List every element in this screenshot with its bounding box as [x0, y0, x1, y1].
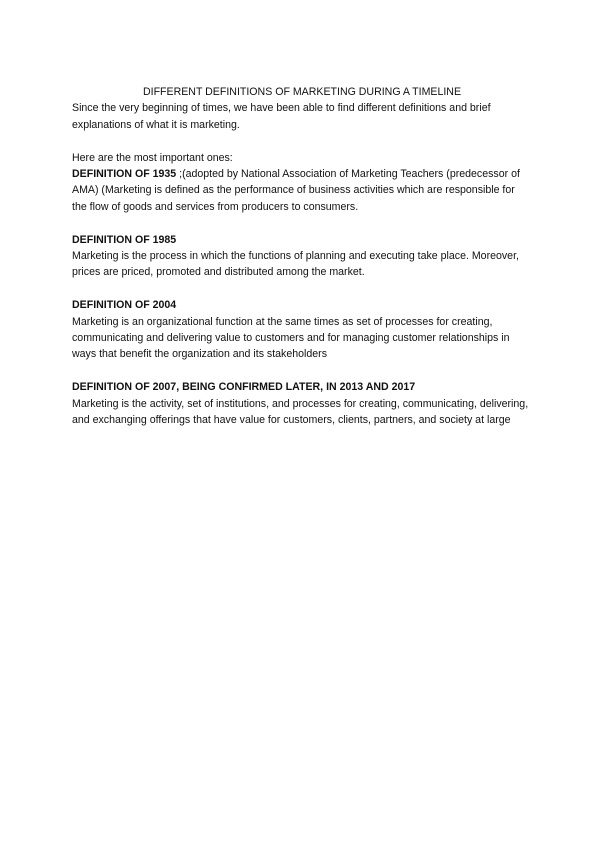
- definition-heading: DEFINITION OF 2004: [72, 299, 177, 312]
- definition-text: Marketing is the process in which the functions of planning and executing take place. Moreover, prices are priced, promoted and distributed among the market.: [72, 250, 519, 279]
- definition-heading: DEFINITION OF 1985: [72, 233, 177, 246]
- definition-heading: DEFINITION OF 2007, BEING CONFIRMED LATER, IN 2013 AND 2017: [72, 381, 416, 394]
- spacer: [72, 215, 532, 231]
- document-title: DIFFERENT DEFINITIONS OF MARKETING DURING A TIMELINE: [142, 86, 462, 98]
- document-body: [72, 84, 532, 428]
- definition-heading: DEFINITION OF 1935: [72, 168, 177, 181]
- definition-text: Marketing is the activity, set of institutions, and processes for creating, communicating, delivering, and exchanging offerings that have value for customers, clients, partners, and society at large: [72, 397, 529, 427]
- definition-text: Marketing is an organizational function at the same times as set of processes for creating, communicating and delivering value to customers and for managing customer relationships in ways that benefit the organization and its stakeholders: [72, 315, 510, 361]
- definition-text: ;(adopted by National Association of Marketing Teachers (predecessor of AMA) (Marketing is defined as the performance of business activities which are responsible for the flow of goods and services from producers to consumers.: [72, 168, 520, 213]
- intro-paragraph: Since the very beginning of times, we have been able to find different definitions and brief explanations of what it is marketing.: [72, 102, 491, 131]
- spacer: [72, 363, 532, 379]
- lead-in-text: Here are the most important ones:: [72, 151, 233, 164]
- spacer: [72, 281, 532, 297]
- definition-1935: [72, 166, 532, 215]
- spacer: [72, 133, 532, 149]
